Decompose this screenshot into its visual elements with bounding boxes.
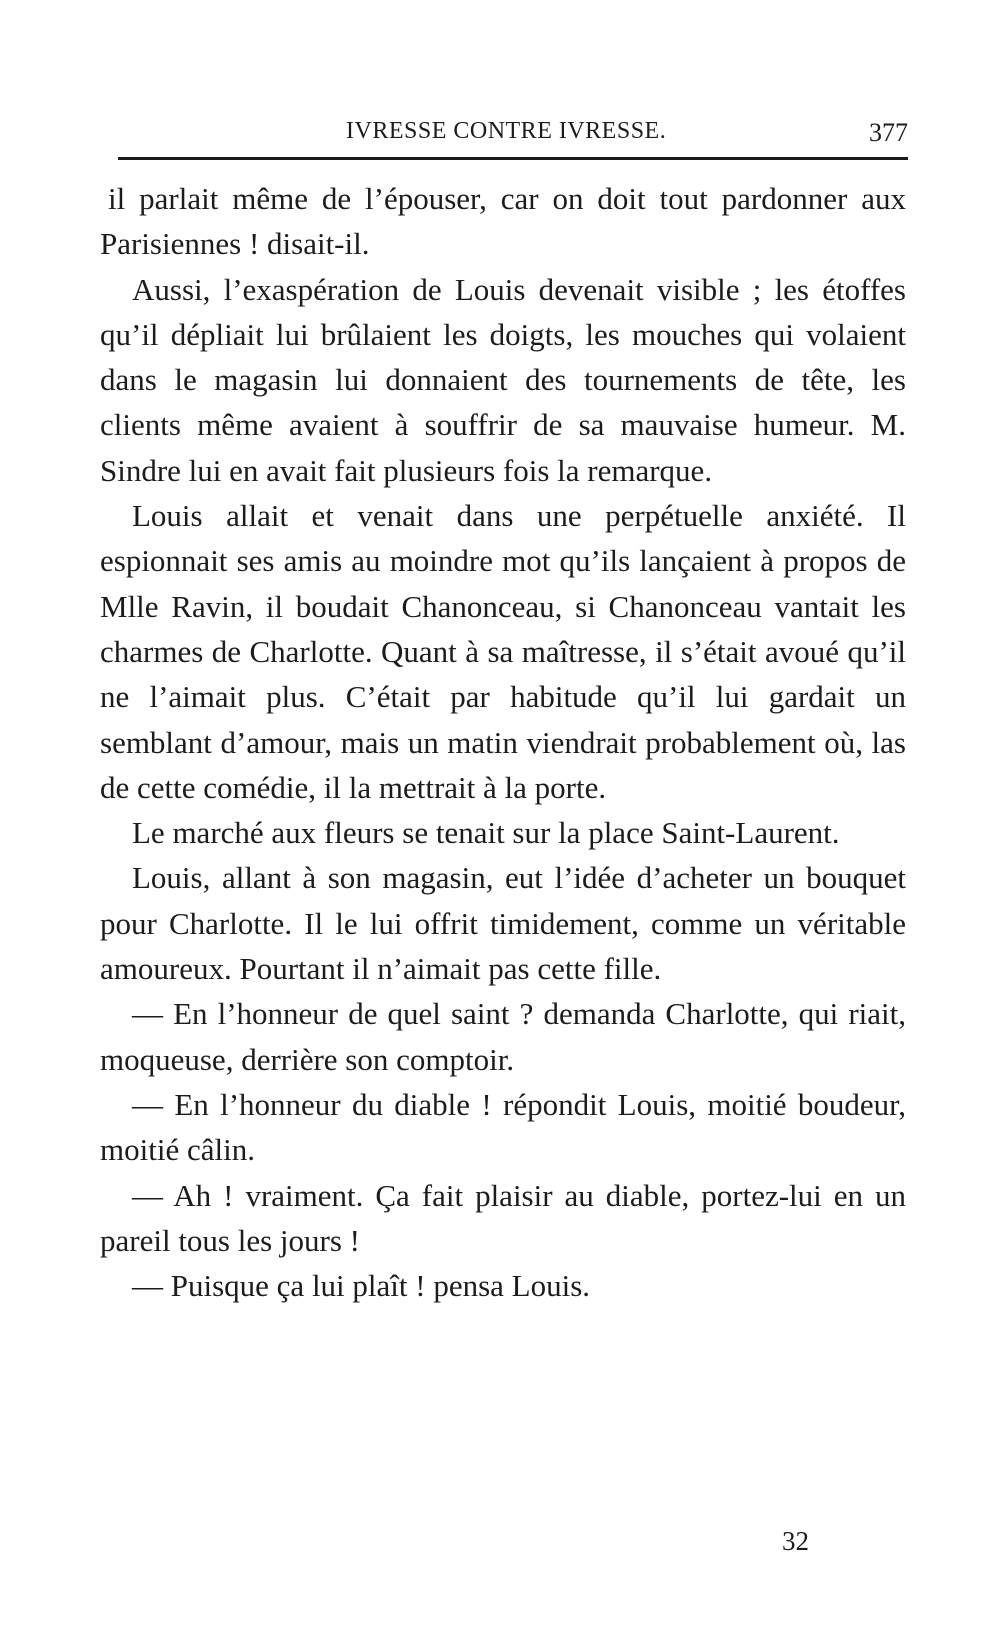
paragraph: Louis, allant à son magasin, eut l’idée d’acheter un bouquet pour Charlotte. Il le lui offrit timidement, comme un véritable amoureux. Pourtant il n’aimait pas cette fille. (100, 860, 906, 987)
page-number: 377 (869, 118, 908, 147)
paragraph: — Puisque ça lui plaît ! pensa Louis. (132, 1268, 591, 1304)
paragraph: il parlait même de l’épouser, car on doit tout pardonner aux Parisiennes ! disait-il. (100, 181, 906, 262)
running-title: IVRESSE CONTRE IVRESSE. (346, 118, 667, 144)
header-rule (118, 157, 908, 160)
signature-mark: 32 (782, 1526, 809, 1556)
paragraph: — Ah ! vraiment. Ça fait plaisir au diable, portez-lui en un pareil tous les jours ! (100, 1177, 906, 1258)
paragraph: Aussi, l’exaspération de Louis devenait visible ; les étoffes qu’il dépliait lui brûlaient les doigts, les mouches qui volaient dans le magasin lui donnaient des tournements de tête, les clients même avaient à souffrir de sa mauvaise humeur. M. Sindre lui en avait fait plusieurs fois la remarque. (100, 271, 906, 488)
paragraph: Louis allait et venait dans une perpétuelle anxiété. Il espionnait ses amis au moindre mot qu’ils lançaient à propos de Mlle Ravin, il boudait Chanonceau, si Chanonceau vantait les charmes de Charlotte. Quant à sa maîtresse, il s’était avoué qu’il ne l’aimait plus. C’était par habitude qu’il lui gardait un semblant d’amour, mais un matin viendrait probablement où, las de cette comédie, il la mettrait à la porte. (100, 498, 906, 805)
body-text (100, 176, 906, 1308)
paragraph: Le marché aux fleurs se tenait sur la place Saint-Laurent. (132, 815, 840, 851)
paragraph: — En l’honneur du diable ! répondit Louis, moitié boudeur, moitié câlin. (100, 1086, 906, 1168)
running-head (118, 112, 908, 152)
paragraph: — En l’honneur de quel saint ? demanda Charlotte, qui riait, moqueuse, derrière son comptoir. (100, 996, 906, 1077)
